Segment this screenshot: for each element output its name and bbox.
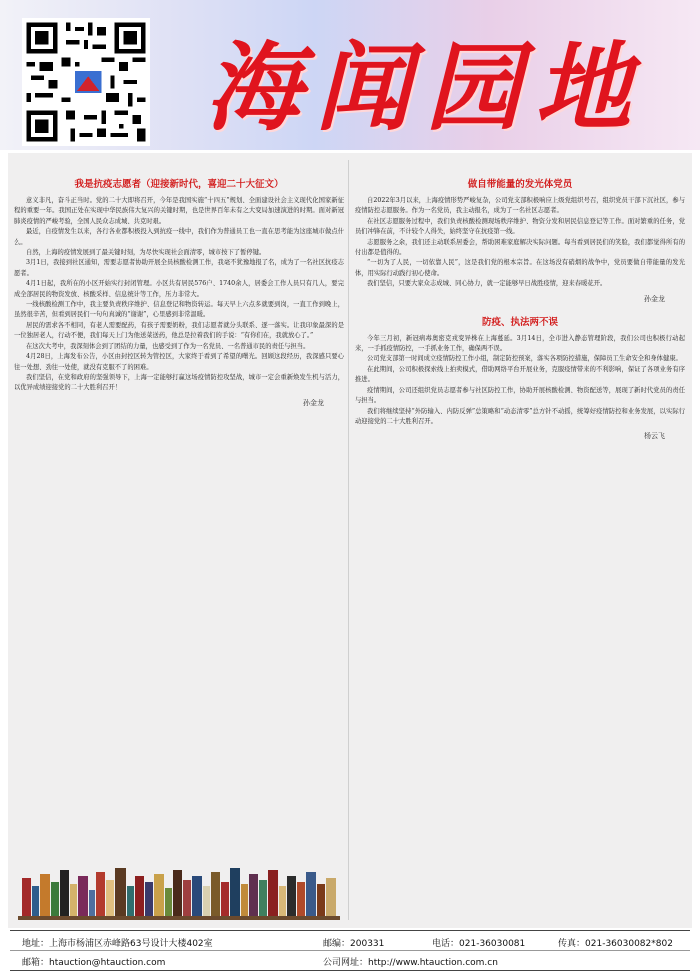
qr-code-graphic [22, 18, 150, 146]
article-paragraph: 最近，自疫情发生以来，各行各业都积极投入到抗疫一线中，我们作为普通员工也一直在思考能为这座城市做点什么。 [14, 228, 344, 246]
article-paragraph: 自然，上海的疫情发展到了最关键时刻，为尽快实现社会面清零，城市按下了暂停键。 [26, 249, 266, 257]
left-column [14, 156, 344, 926]
article-paragraph: 在这次大考中，我深刻体会到了团结的力量，也感受到了作为一名党员、一名普通市民的责任与担当。 [26, 342, 310, 350]
article-paragraph: 居民的需求各不相同，有老人需要配药，有孩子需要奶粉，我们志愿者就分头联系、逐一落实。让我印象最深的是一位独居老人，行动不便，我们每天上门为他送菜送药，他总是拉着我们的手说：“有你们在，我就放心了。” [14, 321, 344, 340]
email-link[interactable]: htauction@htauction.com [49, 958, 166, 968]
footer-postcode [323, 936, 384, 949]
article-paragraph: 我们坚信，在党和政府的坚强领导下，上海一定能够打赢这场疫情防控攻坚战，城市一定会重新焕发生机与活力，以优异成绩迎接党的二十大胜利召开！ [14, 373, 344, 392]
qr-code[interactable] [22, 18, 150, 146]
postcode-value: 200331 [350, 939, 385, 949]
footer-phone [432, 936, 525, 949]
right-column [355, 156, 685, 926]
footer-rule [10, 950, 690, 951]
article-paragraph: 疫情期间，公司还组织党员志愿者参与社区防控工作，协助开展核酸检测、物资配送等，展现了新时代党员的责任与担当。 [355, 386, 685, 405]
article-paragraph: 公司党支部第一时间成立疫情防控工作小组，制定防控预案，落实各项防控措施，保障员工生命安全和身体健康。 [367, 355, 682, 363]
email-label: 邮箱： [22, 958, 50, 968]
footer-email[interactable] [22, 955, 165, 968]
books-image [18, 856, 340, 920]
author-signature: 杨云飞 [644, 432, 665, 441]
address-label: 地址： [22, 939, 50, 949]
article-title: 做自带能量的发光体党员 [467, 179, 573, 190]
author-signature: 孙金龙 [303, 398, 324, 407]
article-paragraph: 我们将继续坚持“外防输入、内防反弹”总策略和“动态清零”总方针不动摇，统筹好疫情防控和业务发展，以实际行动迎接党的二十大胜利召开。 [355, 407, 685, 425]
article-paragraph: 意义非凡，奋斗正当时。党的二十大即将召开，今年是我国实施“十四五”规划、全面建设社会主义现代化国家新征程的重要一年。我国正处在实现中华民族伟大复兴的关键时期，也是世界百年未有之大变局加速演进的时期。面对新冠肺炎疫情的严峻考验，全国人民众志成城、共克时艰。 [14, 197, 344, 225]
footer-website[interactable] [323, 955, 498, 968]
article-paragraph: 4月28日，上海发布公告，小区由封控区转为管控区，大家终于看到了希望的曙光。回顾这段经历，我深感只要心往一处想、劲往一处使，就没有克服不了的困难。 [14, 353, 344, 371]
article-paragraph: 在此期间，公司积极探索线上拍卖模式，借助网络平台开展业务，克服疫情带来的不利影响，保证了各项业务有序推进。 [355, 365, 685, 384]
article-title: 我是抗疫志愿者（迎接新时代，喜迎二十大征文） [74, 179, 284, 190]
newspaper-header [0, 0, 700, 150]
article-paragraph: 自2022年3月以来，上海疫情形势严峻复杂，公司党支部积极响应上级党组织号召，组织党员干部下沉社区，参与疫情防控志愿服务。作为一名党员，我主动报名，成为了一名社区志愿者。 [355, 197, 685, 215]
article-paragraph: 我们坚信，只要大家众志成城、同心协力，就一定能够早日战胜疫情，迎来春暖花开。 [367, 280, 607, 288]
address-value: 上海市杨浦区赤峰路63号设计大楼402室 [49, 939, 213, 949]
article-paragraph: 4月1日起，我所在的小区开始实行封闭管理。小区共有居民576户、1740余人，居委会工作人员只有几人，要完成全部居民的物资发放、核酸采样、信息统计等工作，压力非常大。 [14, 280, 344, 298]
page-footer [0, 928, 700, 980]
website-label: 公司网址： [323, 958, 369, 968]
footer-rule [10, 930, 690, 931]
footer-address [22, 936, 213, 949]
fax-label: 传真： [558, 939, 586, 949]
article-paragraph: 今年三月初，新冠病毒奥密克戎变异株在上海蔓延。3月14日，全市进入静态管理阶段，我们公司也积极行动起来，一手抓疫情防控，一手抓业务工作，确保两不误。 [355, 334, 685, 353]
article-paragraph: 志愿服务之余，我们还主动联系居委会，帮助困难家庭解决实际问题。每当看到居民们的笑脸，我们都觉得所有的付出都是值得的。 [355, 238, 685, 257]
bookshelf-illustration [18, 856, 340, 920]
footer-rule [10, 970, 690, 971]
fax-value: 021-36030082*802 [585, 939, 673, 949]
phone-label: 电话： [432, 939, 460, 949]
article-paragraph: 一线核酸检测工作中，我主要负责秩序维护、信息登记和物资转运。每天早上六点多就要到岗，一直工作到晚上，虽然很辛苦，但看到居民们一句句真诚的“谢谢”，心里感到非常温暖。 [14, 301, 344, 319]
footer-fax [558, 936, 673, 949]
column-divider [348, 160, 349, 920]
masthead-title: 海闻园地 [205, 30, 645, 144]
postcode-label: 邮编： [323, 939, 351, 949]
article-paragraph: “一切为了人民，一切依靠人民”，这是我们党的根本宗旨。在这场没有硝烟的战争中，党员要做自带能量的发光体，用实际行动践行初心使命。 [355, 259, 685, 277]
article-paragraph: 3月1日，我接到社区通知，需要志愿者协助开展全员核酸检测工作，我毫不犹豫地报了名，成为了一名社区抗疫志愿者。 [14, 259, 344, 277]
website-link[interactable]: http://www.htauction.com.cn [368, 958, 498, 968]
article-title: 防疫、执法两不误 [481, 316, 558, 328]
author-signature: 孙金龙 [644, 294, 665, 303]
phone-value: 021-36030081 [459, 939, 526, 949]
article-paragraph: 在社区志愿服务过程中，我们负责核酸检测现场秩序维护、物资分发和居民信息登记等工作。面对繁重的任务，党员们冲锋在前，不计较个人得失，始终坚守在抗疫第一线。 [355, 217, 685, 236]
